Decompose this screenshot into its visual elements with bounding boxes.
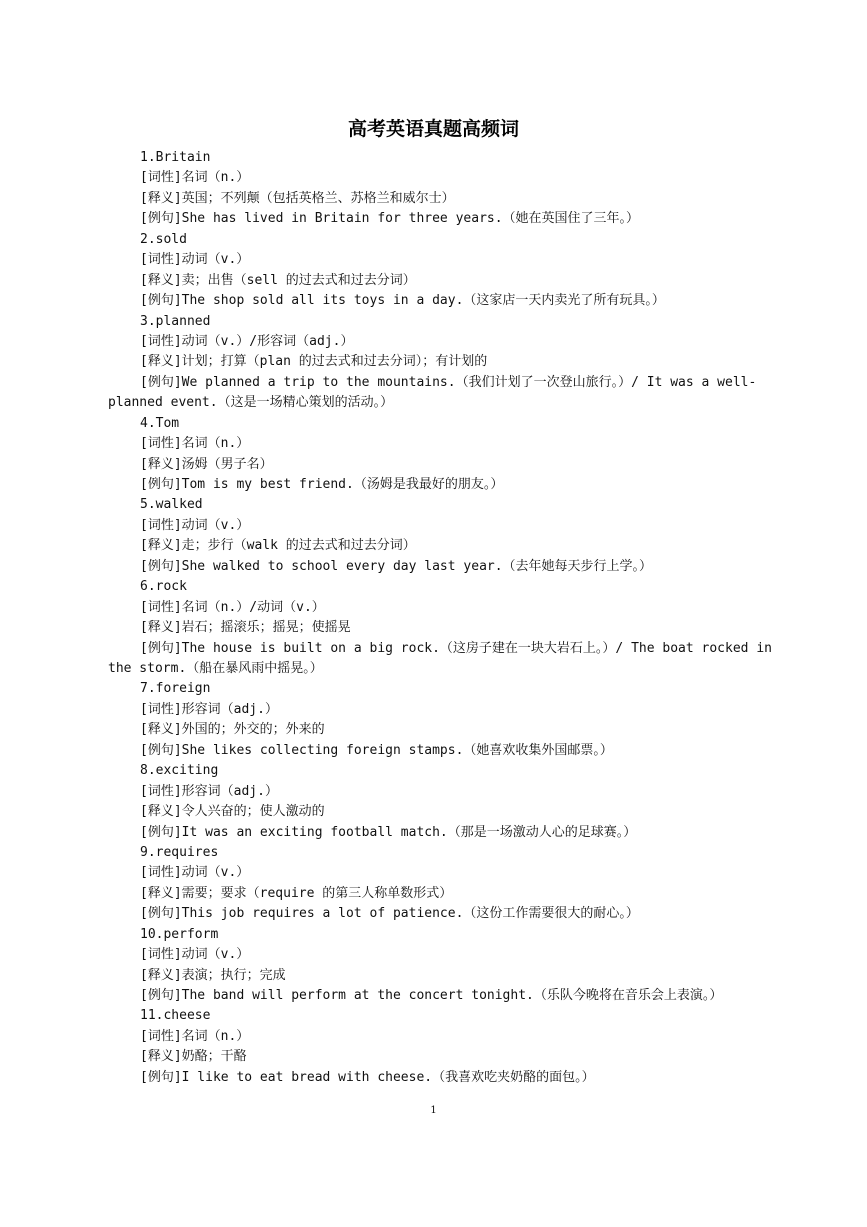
entry-part-of-speech: [词性]动词（v.）	[140, 865, 250, 881]
entry-meaning: [释义]外国的；外交的；外来的	[140, 722, 325, 738]
entry-headword: 2.sold	[140, 231, 187, 247]
vocab-entry-exciting	[108, 761, 796, 843]
entry-part-of-speech: [词性]名词（n.）/动词（v.）	[140, 599, 325, 615]
entry-meaning: [释义]表演；执行；完成	[140, 967, 286, 983]
entry-part-of-speech: [词性]形容词（adj.）	[140, 701, 278, 717]
entry-example: [例句]I like to eat bread with cheese.（我喜欢吃夹奶酪的面包。）	[140, 1069, 595, 1085]
page-number: 1	[430, 1105, 437, 1116]
entry-meaning: [释义]奶酪；干酪	[140, 1049, 247, 1065]
vocab-entry-sold	[108, 230, 796, 312]
vocab-entry-walked	[108, 495, 796, 577]
entry-part-of-speech: [词性]形容词（adj.）	[140, 783, 278, 799]
entry-example: [例句]She has lived in Britain for three years.（她在英国住了三年。）	[140, 211, 640, 227]
entry-part-of-speech: [词性]动词（v.）	[140, 517, 250, 533]
entry-example: [例句]This job requires a lot of patience.（这份工作需要很大的耐心。）	[140, 906, 639, 922]
vocab-entry-tom	[108, 414, 796, 496]
entry-headword: 4.Tom	[140, 415, 180, 431]
vocab-entry-perform	[108, 925, 796, 1007]
entry-part-of-speech: [词性]动词（v.）	[140, 947, 250, 963]
vocab-entry-britain	[108, 148, 796, 230]
entry-meaning: [释义]需要；要求（require 的第三人称单数形式）	[140, 885, 453, 901]
entry-meaning: [释义]卖；出售（sell 的过去式和过去分词）	[140, 272, 416, 288]
entry-headword: 11.cheese	[140, 1008, 211, 1024]
entry-example: [例句]The shop sold all its toys in a day.（这家店一天内卖光了所有玩具。）	[140, 293, 665, 309]
entry-part-of-speech: [词性]名词（n.）	[140, 436, 250, 452]
entry-headword: 5.walked	[140, 497, 203, 513]
vocabulary-list	[108, 148, 796, 1088]
entry-meaning: [释义]岩石；摇滚乐；摇晃；使摇晃	[140, 620, 351, 636]
entry-headword: 8.exciting	[140, 763, 219, 779]
vocab-entry-requires	[108, 843, 796, 925]
page-title: 高考英语真题高频词	[347, 118, 519, 140]
entry-headword: 9.requires	[140, 844, 219, 860]
vocab-entry-cheese	[108, 1006, 796, 1088]
vocab-entry-foreign	[108, 679, 796, 761]
entry-part-of-speech: [词性]动词（v.）/形容词（adj.）	[140, 333, 354, 349]
entry-example: [例句]It was an exciting football match.（那是一场激动人心的足球赛。）	[140, 824, 637, 840]
entry-example: [例句]Tom is my best friend.（汤姆是我最好的朋友。）	[140, 477, 504, 493]
entry-part-of-speech: [词性]名词（n.）	[140, 1028, 250, 1044]
entry-meaning: [释义]计划；打算（plan 的过去式和过去分词）；有计划的	[140, 354, 488, 370]
entry-example: [例句]She likes collecting foreign stamps.（她喜欢收集外国邮票。）	[140, 742, 613, 758]
entry-example: [例句]The band will perform at the concert tonight.（乐队今晚将在音乐会上表演。）	[140, 988, 723, 1003]
entry-meaning: [释义]英国；不列颠（包括英格兰、苏格兰和威尔士）	[140, 190, 455, 206]
entry-meaning: [释义]令人兴奋的；使人激动的	[140, 804, 325, 820]
vocab-entry-rock	[108, 577, 796, 679]
entry-part-of-speech: [词性]名词（n.）	[140, 170, 250, 186]
entry-headword: 7.foreign	[140, 681, 211, 697]
vocab-entry-planned	[108, 312, 796, 414]
entry-headword: 1.Britain	[140, 150, 211, 165]
entry-meaning: [释义]汤姆（男子名）	[140, 456, 273, 472]
entry-part-of-speech: [词性]动词（v.）	[140, 252, 250, 268]
entry-meaning: [释义]走；步行（walk 的过去式和过去分词）	[140, 538, 416, 554]
entry-example: [例句]The house is built on a big rock.（这房子建在一块大岩石上。）/ The boat rocked in the storm.（船在暴风雨中摇晃。）	[108, 640, 772, 676]
entry-headword: 10.perform	[140, 926, 219, 942]
entry-headword: 6.rock	[140, 579, 187, 595]
entry-example: [例句]We planned a trip to the mountains.（我们计划了一次登山旅行。）/ It was a well-planned event.（这是一场精心策划的活动。）	[108, 374, 757, 411]
entry-headword: 3.planned	[140, 313, 211, 329]
entry-example: [例句]She walked to school every day last year.（去年她每天步行上学。）	[140, 558, 653, 574]
